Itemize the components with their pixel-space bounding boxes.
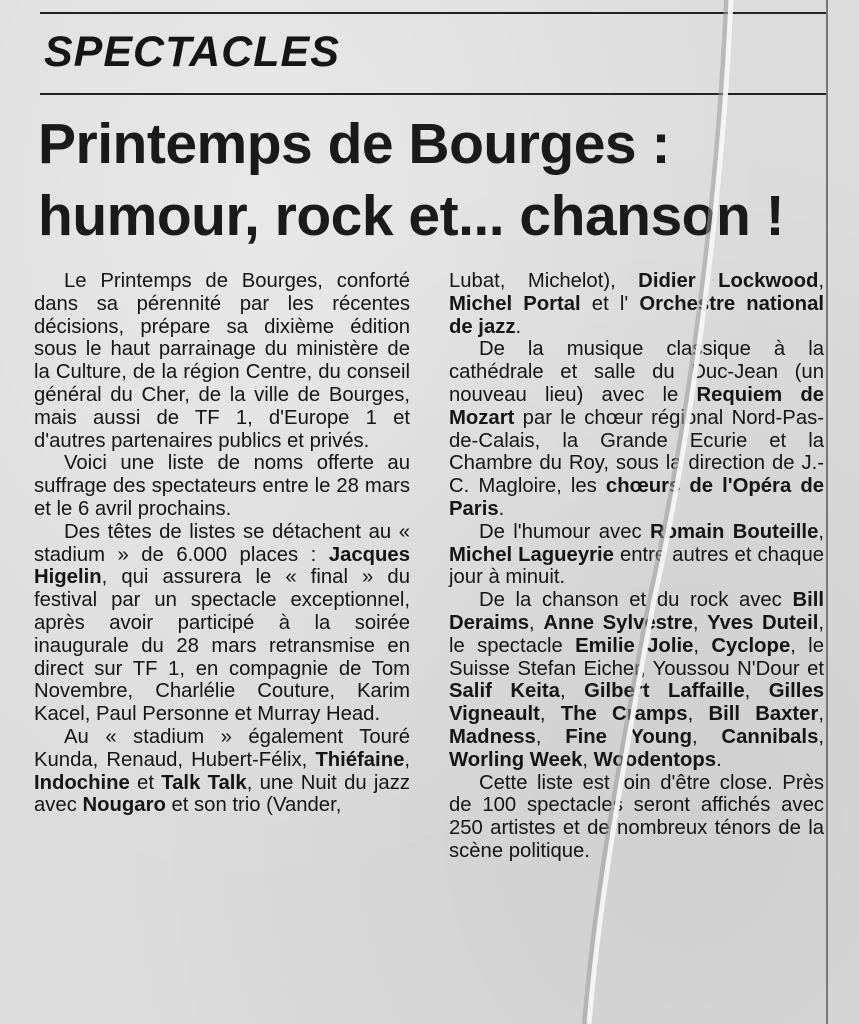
highlighted-name: Gilles Vigneault xyxy=(449,680,825,726)
text-run: De l'humour avec xyxy=(479,520,650,543)
article-paragraph xyxy=(449,589,824,771)
text-run: , xyxy=(539,703,561,726)
text-run: Des têtes de listes se détachent au « stadium » de 6.000 places : xyxy=(34,520,410,566)
text-run: Cette liste est loin d'être close. Près de 100 spectacles seront affichés avec 250 artistes et de nombreux ténors de la scène politique. xyxy=(449,771,824,862)
highlighted-name: Jacques Higelin xyxy=(34,543,410,589)
highlighted-name: Gilbert Laffaille xyxy=(584,680,745,703)
text-run: , une Nuit du jazz avec xyxy=(34,771,410,817)
text-run: , xyxy=(535,725,566,748)
highlighted-name: Indochine xyxy=(34,771,130,794)
rubric-rule xyxy=(40,93,828,95)
highlighted-name: Thiéfaine xyxy=(315,748,405,771)
text-run: et son trio (Vander, xyxy=(165,794,342,817)
highlighted-name: Nougaro xyxy=(82,794,166,817)
text-run: et l' xyxy=(580,292,640,315)
text-run: entre autres et chaque jour à minuit. xyxy=(449,543,824,589)
headline-line-1: Printemps de Bourges : xyxy=(38,112,670,176)
highlighted-name: Fine Young xyxy=(565,725,692,748)
highlighted-name: Bill Baxter xyxy=(708,703,819,726)
text-run: , xyxy=(818,520,824,543)
text-run: De la musique classique à la cathédrale et salle du Duc-Jean (un nouveau lieu) avec le xyxy=(449,338,824,406)
text-run: , qui assurera le « final » du festival par un spectacle exceptionnel, après avoir participé à la soirée inaugurale du 28 mars retransmise en direct sur TF 1, en compagnie de Tom Novembre, Charlélie Couture, Karim Kacel, Paul Personne et Murray Head. xyxy=(34,566,410,726)
text-run: , xyxy=(582,748,594,771)
article-paragraph xyxy=(449,521,824,589)
text-run: par le chœur régional Nord-Pas-de-Calais, la Grande Ecurie et la Chambre du Roy, sous la direction de J.-C. Magloire, les xyxy=(449,406,824,498)
article-paragraph xyxy=(34,521,410,726)
highlighted-name: Romain Bouteille xyxy=(649,520,819,543)
highlighted-name: Michel Portal xyxy=(449,292,581,315)
text-run: , le Suisse Stefan Eicher, Youssou N'Dour et xyxy=(449,634,824,680)
text-run: De la chanson et du rock avec xyxy=(479,589,793,612)
highlighted-name: Michel Lagueyrie xyxy=(449,543,614,566)
text-run: , xyxy=(529,611,544,634)
text-run: Le Printemps de Bourges, conforté dans sa pérennité par les récentes décisions, prépare sa dixième édition sous le haut parrainage du ministère de la Culture, de la région Centre, du conseil général du Cher, de la ville de Bourges, mais aussi de TF 1, d'Europe 1 et d'autres partenaires publics et privés. xyxy=(34,270,410,452)
text-run: , xyxy=(691,725,722,748)
article-paragraph xyxy=(449,270,824,338)
text-run: Au « stadium » également Touré Kunda, Renaud, Hubert-Félix, xyxy=(34,725,410,771)
text-run: . xyxy=(716,748,722,771)
article-column-right xyxy=(449,270,824,863)
highlighted-name: Woodentops xyxy=(593,748,717,771)
highlighted-name: Orchestre national de jazz xyxy=(449,292,824,338)
section-rubric: SPECTACLES xyxy=(44,28,340,76)
highlighted-name: Madness xyxy=(449,725,536,748)
text-run: , xyxy=(693,634,712,657)
text-run: , xyxy=(559,680,585,703)
highlighted-name: Salif Keita xyxy=(449,680,560,703)
highlighted-name: Requiem de Mozart xyxy=(449,383,824,429)
article-headline xyxy=(38,108,828,252)
text-run: , xyxy=(818,725,824,748)
text-run: . xyxy=(498,497,505,520)
highlighted-name: The Cramps xyxy=(560,703,688,726)
article-paragraph xyxy=(449,338,824,520)
article-paragraph xyxy=(34,270,410,452)
highlighted-name: chœurs de l'Opéra de Paris xyxy=(449,475,824,520)
highlighted-name: Yves Duteil xyxy=(707,611,819,634)
text-run: , xyxy=(687,703,709,726)
highlighted-name: Talk Talk xyxy=(161,771,247,794)
highlighted-name: Anne Sylvestre xyxy=(543,611,693,634)
article-paragraph xyxy=(449,772,824,863)
article-column-left xyxy=(34,270,410,817)
text-run: , xyxy=(818,270,824,292)
highlighted-name: Bill Deraims xyxy=(449,589,824,634)
highlighted-name: Cannibals xyxy=(721,725,819,748)
top-rule xyxy=(40,12,828,14)
highlighted-name: Didier Lockwood xyxy=(638,270,819,292)
highlighted-name: Cyclope xyxy=(711,634,791,657)
text-run: et xyxy=(129,771,162,794)
highlighted-name: Emilie Jolie xyxy=(575,634,694,657)
text-run: Lubat, Michelot), xyxy=(449,270,639,292)
text-run: , xyxy=(692,611,708,634)
text-run: , xyxy=(818,703,824,726)
headline-line-2: humour, rock et... chanson ! xyxy=(38,184,785,248)
text-run: Voici une liste de noms offerte au suffrage des spectateurs entre le 28 mars et le 6 avril prochains. xyxy=(34,452,410,520)
highlighted-name: Worling Week xyxy=(449,748,583,771)
article-paragraph xyxy=(34,726,410,817)
text-run: , le spectacle xyxy=(449,611,824,657)
article-paragraph xyxy=(34,452,410,520)
clipping-edge xyxy=(826,0,828,1024)
text-run: . xyxy=(515,315,522,338)
text-run: , xyxy=(744,680,769,703)
text-run: , xyxy=(404,748,410,771)
